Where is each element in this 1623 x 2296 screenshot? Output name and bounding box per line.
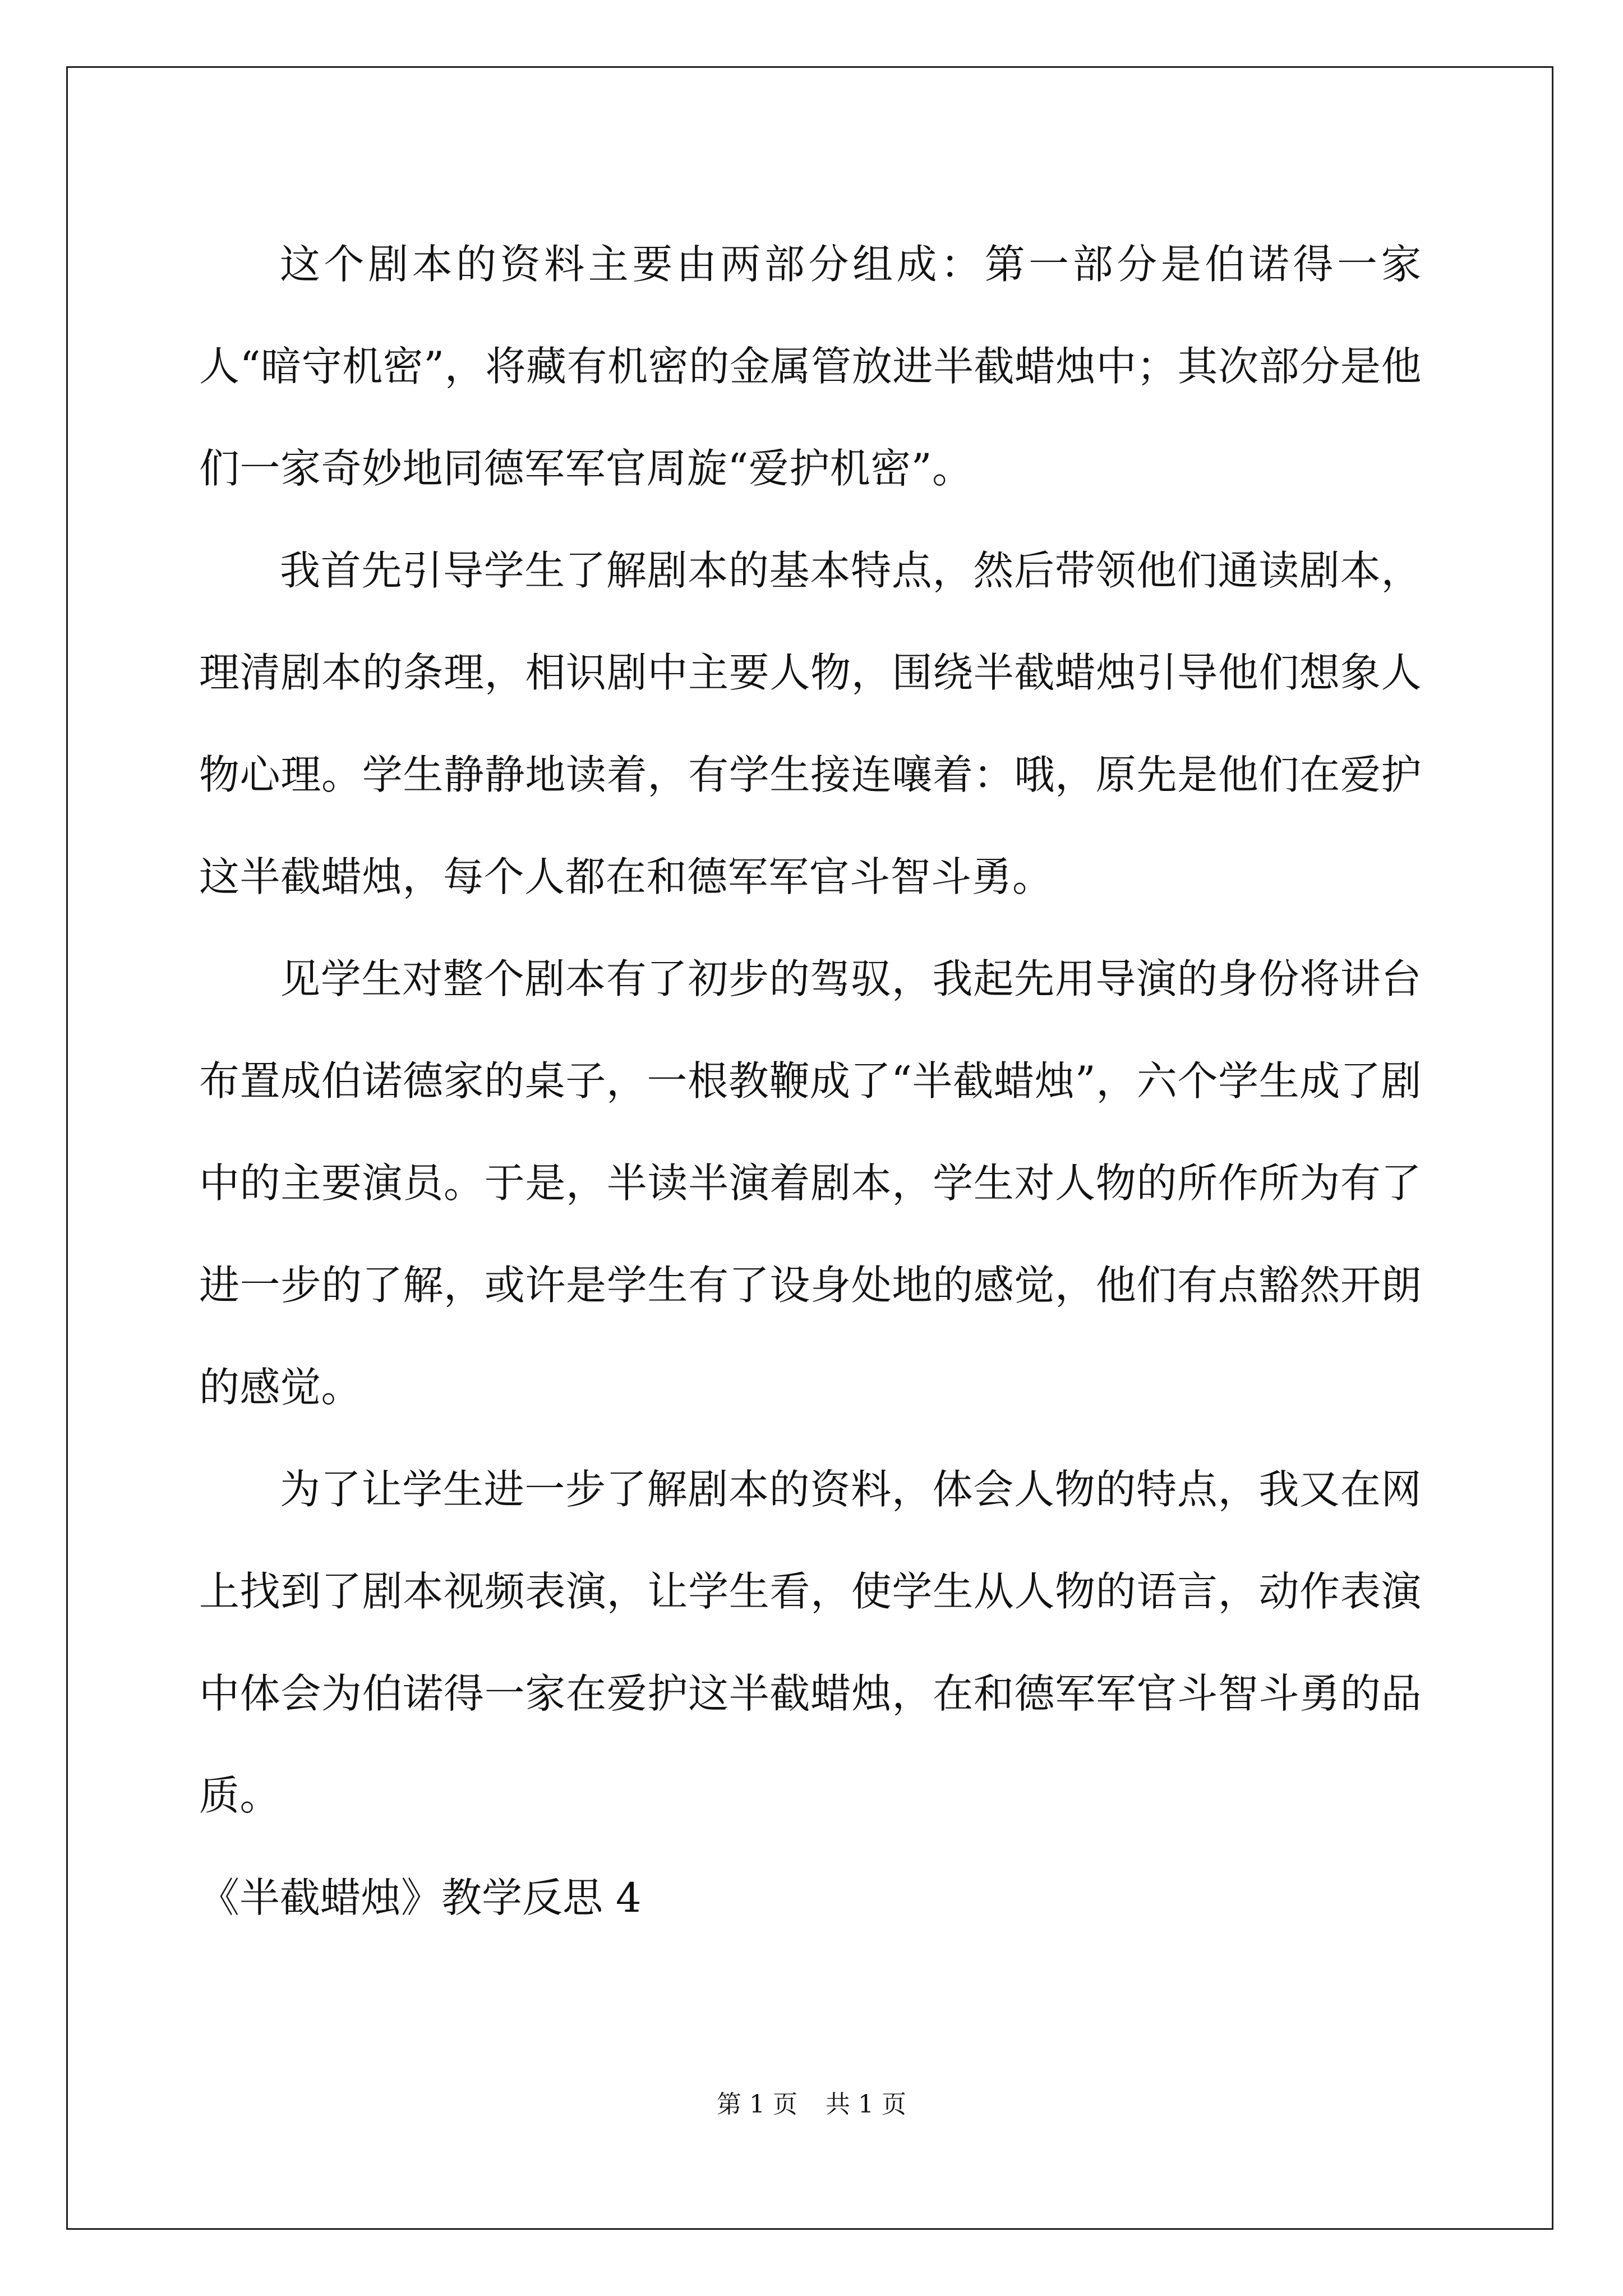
page-footer <box>0 2088 1623 2122</box>
paragraph-4: 为了让学生进一步了解剧本的资料，体会人物的特点，我又在网上找到了剧本视频表演，让学生看，使学生从人物的语言，动作表演中体会为伯诺得一家在爱护这半截蜡烛，在和德军军官斗智斗勇的品质。 <box>199 1466 1422 1819</box>
document-body <box>199 213 1422 1949</box>
paragraph-2: 我首先引导学生了解剧本的基本特点，然后带领他们通读剧本，理清剧本的条理，相识剧中主要人物，围绕半截蜡烛引导他们想象人物心理。学生静静地读着，有学生接连嚷着：哦，原先是他们在爱护这半截蜡烛，每个人都在和德军军官斗智斗勇。 <box>199 547 1422 900</box>
paragraph-1: 这个剧本的资料主要由两部分组成：第一部分是伯诺得一家人“暗守机密”，将藏有机密的金属管放进半截蜡烛中；其次部分是他们一家奇妙地同德军军官周旋“爱护机密”。 <box>199 241 1422 492</box>
page-total: 共 1 页 <box>826 2090 906 2119</box>
page-number: 第 1 页 <box>717 2090 797 2119</box>
section-heading: 《半截蜡烛》教学反思 4 <box>199 1874 642 1921</box>
paragraph-3: 见学生对整个剧本有了初步的驾驭，我起先用导演的身份将讲台布置成伯诺德家的桌子，一根教鞭成了“半截蜡烛”，六个学生成了剧中的主要演员。于是，半读半演着剧本，学生对人物的所作所为有了进一步的了解，或许是学生有了设身处地的感觉，他们有点豁然开朗的感觉。 <box>199 955 1422 1411</box>
